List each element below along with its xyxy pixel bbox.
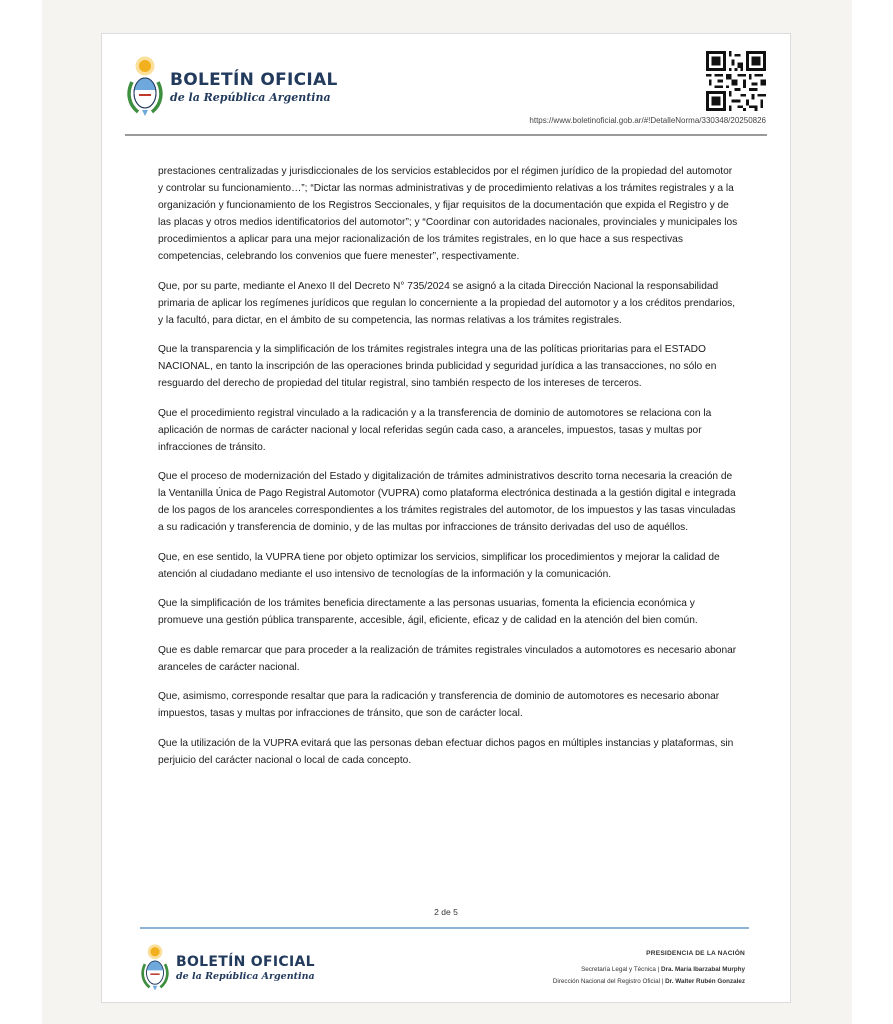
logo-title: BOLETÍN OFICIAL: [176, 953, 315, 970]
footer-direccion: Dirección Nacional del Registro Oficial |: [552, 978, 664, 985]
paragraph: Que la utilización de la VUPRA evitará que las personas deban efectuar dichos pagos en múltiples instancias y plataformas, sin perjuicio del carácter nacional o local de cada concepto.: [158, 737, 734, 766]
logo-title: BOLETÍN OFICIAL: [170, 69, 338, 90]
header-logo: [126, 56, 338, 118]
header-divider: [125, 134, 767, 136]
footer-line-2: [553, 976, 745, 989]
page-number: 2 de 5: [434, 907, 458, 917]
document-page: [101, 33, 791, 1003]
footer-divider: [140, 927, 749, 929]
footer-secretaria: Secretaría Legal y Técnica |: [581, 965, 660, 973]
document-body: [158, 163, 740, 781]
paragraph: Que, por su parte, mediante el Anexo II del Decreto N° 735/2024 se asignó a la citada Dirección Nacional la responsabilidad primaria de aplicar los regímenes jurídicos que regulan lo concerniente a la propiedad del automotor y a los créditos prendarios, y la facultó, para dictar, en el ámbito de su competencia, las normas relativas a los trámites registrales.: [158, 280, 736, 326]
presidencia-label: PRESIDENCIA DE LA NACIÓN: [646, 950, 745, 957]
paragraph: Que es dable remarcar que para proceder a la realización de trámites registrales vinculados a automotores es necesario abonar aranceles de carácter nacional.: [158, 644, 737, 673]
paragraph: Que la transparencia y la simplificación de los trámites registrales integra una de las políticas prioritarias para el ESTADO NACIONAL, en tanto la inscripción de las operaciones brinda publicidad y seguridad jurídica a las transacciones, no sólo en resguardo del derecho de propiedad del titular registral, sino también respecto de los intereses de terceros.: [158, 344, 717, 389]
paragraph: Que, asimismo, corresponde resaltar que para la radicación y transferencia de dominio de automotores es necesario abonar impuestos, tasas y multas por infracciones de tránsito, que son de carácter local.: [158, 691, 720, 719]
paragraph: Que la simplificación de los trámites beneficia directamente a las personas usuarias, fomenta la eficiencia económica y promueve una gestión pública transparente, accesible, ágil, eficiente, eficaz y de calidad en la atención del bien común.: [158, 598, 698, 626]
logo-subtitle: de la República Argentina: [170, 90, 331, 104]
paragraph: prestaciones centralizadas y jurisdiccionales de los servicios establecidos por el régimen jurídico de la propiedad del automotor y controlar su funcionamiento…”; “Dictar las normas administrativas y de procedimiento relativas a los trámites registrales y a la organización y funcionamiento de los Registros Seccionales, y fijar requisitos de la documentación que expida el Registro y de las placas y otros medios identificatorios del automotor”; y “Coordinar con autoridades nacionales, provinciales y municipales los procedimientos a aplicar para una mejor racionalización de los trámites registrales, en lo que hace a sus respectivas competencias, celebrando los convenios que fuere menester”, respectivamente.: [158, 166, 738, 262]
paragraph: Que el proceso de modernización del Estado y digitalización de trámites administrativos descrito torna necesaria la creación de la Ventanilla Única de Pago Registral Automotor (VUPRA) como plataforma electrónica destinada a la gestión digital e integrada de los pagos de los aranceles correspondientes a los trámites registrales del automotor, de los impuestos y las tasas vinculadas a su radicación y transferencia de dominio, y de las multas por infracciones de tránsito derivadas del uso de aquéllos.: [158, 471, 736, 533]
footer-credits: [553, 948, 745, 989]
footer-line-1: [553, 964, 745, 977]
footer-logo: [140, 944, 315, 992]
coat-of-arms-icon: [126, 56, 164, 118]
coat-of-arms-icon: [140, 944, 170, 992]
paragraph: Que el procedimiento registral vinculado a la radicación y a la transferencia de dominio de automotores se relaciona con la aplicación de normas de carácter nacional y local referidas según cada caso, a aranceles, impuestos, tasas y multas por infracciones de tránsito.: [158, 407, 712, 453]
paragraph: Que, en ese sentido, la VUPRA tiene por objeto optimizar los servicios, simplificar los procedimientos y mejorar la calidad de atención al ciudadano mediante el uso intensivo de tecnologías de la información y la comunicación.: [158, 551, 720, 580]
logo-subtitle: de la República Argentina: [176, 970, 315, 982]
norm-url-link[interactable]: https://www.boletinoficial.gob.ar/#!DetalleNorma/330348/20250826: [529, 116, 766, 125]
qr-code-icon[interactable]: [706, 51, 766, 111]
footer-direccion-name: Dr. Walter Rubén Gonzalez: [665, 978, 745, 985]
footer-secretaria-name: Dra. María Ibarzabal Murphy: [661, 965, 745, 973]
